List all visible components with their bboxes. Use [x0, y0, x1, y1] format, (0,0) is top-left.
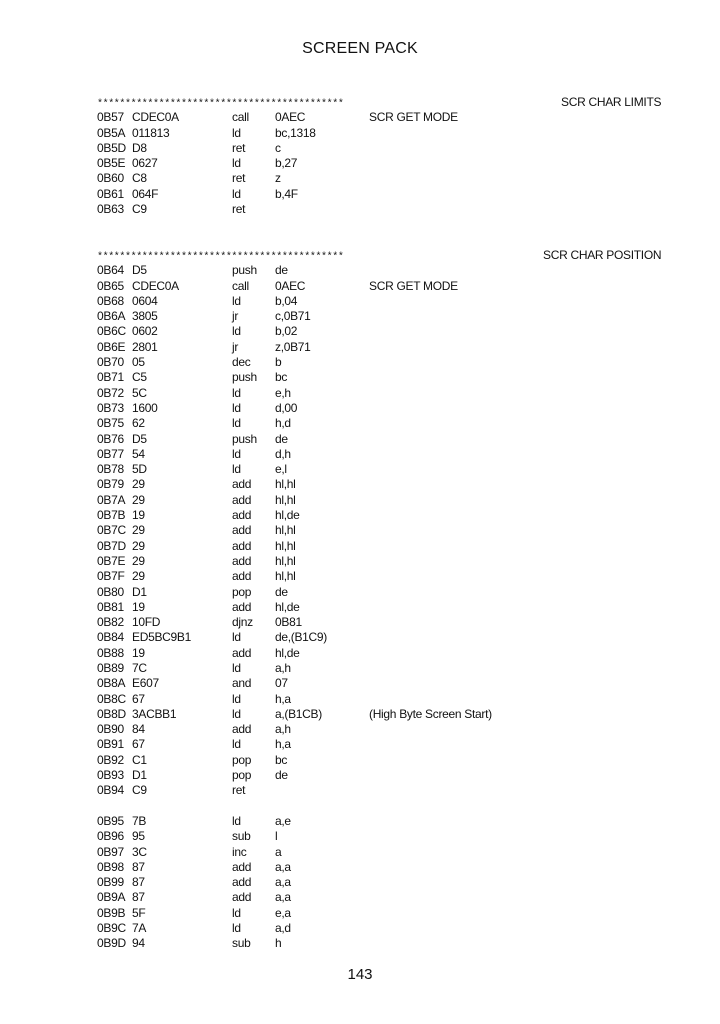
listing-mnemonic: ld — [232, 156, 241, 171]
listing-row — [97, 202, 657, 217]
listing-row — [97, 845, 657, 860]
listing-row — [97, 906, 657, 921]
listing-opcode: 3ACBB1 — [132, 706, 177, 721]
listing-row — [97, 477, 657, 492]
blank-line — [97, 233, 657, 248]
listing-operand: a,h — [275, 722, 291, 737]
listing-address: 0B78 — [97, 462, 124, 477]
listing-operand: d,00 — [275, 400, 298, 415]
listing-operand: e,h — [275, 385, 291, 400]
listing-mnemonic: ld — [232, 324, 241, 339]
listing-address: 0B80 — [97, 584, 124, 599]
listing-mnemonic: ret — [232, 202, 246, 217]
listing-opcode: 94 — [132, 936, 145, 951]
listing-opcode: 29 — [132, 553, 145, 568]
listing-mnemonic: ld — [232, 813, 241, 828]
listing-opcode: 7B — [132, 813, 147, 828]
listing-operand: bc,1318 — [275, 125, 316, 140]
listing-mnemonic: push — [232, 431, 257, 446]
listing-row — [97, 936, 657, 951]
listing-address: 0B95 — [97, 813, 124, 828]
listing-opcode: 67 — [132, 737, 145, 752]
listing-opcode: 19 — [132, 599, 145, 614]
listing-opcode: 3C — [132, 844, 147, 859]
listing-mnemonic: ld — [232, 293, 241, 308]
listing-operand: a,e — [275, 813, 291, 828]
listing-mnemonic: add — [232, 523, 252, 538]
listing-operand: b,04 — [275, 293, 298, 308]
listing-row — [97, 370, 657, 385]
listing-mnemonic: add — [232, 599, 252, 614]
listing-row — [97, 432, 657, 447]
listing-opcode: 87 — [132, 890, 145, 905]
listing-address: 0B71 — [97, 370, 124, 385]
listing-operand: h — [275, 936, 282, 951]
listing-address: 0B89 — [97, 660, 124, 675]
listing-address: 0B5E — [97, 156, 126, 171]
listing-address: 0B64 — [97, 263, 124, 278]
listing-opcode: 87 — [132, 859, 145, 874]
listing-operand: b,27 — [275, 156, 298, 171]
listing-address: 0B7C — [97, 523, 126, 538]
blank-line — [97, 217, 657, 232]
listing-address: 0B68 — [97, 293, 124, 308]
listing-operand: a,a — [275, 875, 291, 890]
listing-mnemonic: add — [232, 508, 252, 523]
listing-row — [97, 263, 657, 278]
listing-mnemonic: ld — [232, 125, 241, 140]
listing-opcode: 67 — [132, 691, 145, 706]
listing-address: 0B7D — [97, 538, 126, 553]
listing-address: 0B9D — [97, 936, 126, 951]
listing-address: 0B77 — [97, 446, 124, 461]
listing-operand: a,a — [275, 890, 291, 905]
listing-opcode: 19 — [132, 645, 145, 660]
listing-operand: hl,de — [275, 645, 300, 660]
listing-address: 0B84 — [97, 630, 124, 645]
listing-row — [97, 523, 657, 538]
listing-mnemonic: ld — [232, 416, 241, 431]
listing-address: 0B92 — [97, 752, 124, 767]
listing-mnemonic: ld — [232, 630, 241, 645]
listing-address: 0B98 — [97, 859, 124, 874]
listing-address: 0B81 — [97, 599, 124, 614]
listing-address: 0B75 — [97, 416, 124, 431]
listing-operand: hl,de — [275, 599, 300, 614]
listing-mnemonic: call — [232, 278, 249, 293]
listing-operand: b,02 — [275, 324, 298, 339]
listing-row — [97, 783, 657, 798]
listing-row — [97, 187, 657, 202]
listing-operand: de — [275, 768, 288, 783]
listing-address: 0B90 — [97, 722, 124, 737]
listing-operand: hl,hl — [275, 538, 296, 553]
listing-address: 0B9B — [97, 905, 126, 920]
listing-row — [97, 569, 657, 584]
listing-address: 0B8D — [97, 706, 126, 721]
listing-mnemonic: call — [232, 110, 249, 125]
listing-operand: 0AEC — [275, 110, 306, 125]
listing-row — [97, 401, 657, 416]
listing-address: 0B8A — [97, 676, 126, 691]
listing-mnemonic: jr — [232, 339, 239, 354]
listing-operand: hl,hl — [275, 492, 296, 507]
listing-operand: e,l — [275, 462, 287, 477]
listing-opcode: 29 — [132, 538, 145, 553]
listing-operand: d,h — [275, 446, 291, 461]
listing-mnemonic: ld — [232, 400, 241, 415]
listing-mnemonic: add — [232, 492, 252, 507]
listing-row — [97, 126, 657, 141]
listing-opcode: 29 — [132, 477, 145, 492]
listing-operand: hl,hl — [275, 553, 296, 568]
listing-row — [97, 554, 657, 569]
listing-row — [97, 737, 657, 752]
listing-operand: a,d — [275, 921, 291, 936]
listing-address: 0B6E — [97, 339, 126, 354]
listing-address: 0B60 — [97, 171, 124, 186]
listing-opcode: D5 — [132, 263, 147, 278]
listing-row — [97, 860, 657, 875]
separator-asterisks: ******************************************** — [97, 251, 344, 263]
listing-opcode: 5F — [132, 905, 146, 920]
blank-line — [97, 799, 657, 814]
listing-opcode: 29 — [132, 569, 145, 584]
listing-opcode: 011813 — [132, 125, 170, 140]
listing-comment: (High Byte Screen Start) — [369, 706, 492, 721]
listing-opcode: 19 — [132, 508, 145, 523]
listing-operand: a,(B1CB) — [275, 706, 322, 721]
listing-mnemonic: ld — [232, 385, 241, 400]
listing-row — [97, 768, 657, 783]
listing-comment: SCR GET MODE — [369, 110, 458, 125]
listing-mnemonic: add — [232, 569, 252, 584]
listing-operand: z — [275, 171, 281, 186]
listing-mnemonic: ld — [232, 446, 241, 461]
listing-opcode: 10FD — [132, 615, 161, 630]
listing-row — [97, 753, 657, 768]
listing-address: 0B96 — [97, 829, 124, 844]
page-number: 143 — [347, 966, 373, 983]
listing-mnemonic: push — [232, 370, 257, 385]
listing-operand: l — [275, 829, 278, 844]
listing-opcode: CDEC0A — [132, 278, 179, 293]
listing-opcode: 54 — [132, 446, 145, 461]
listing-mnemonic: add — [232, 875, 252, 890]
listing-operand: de — [275, 431, 288, 446]
listing-opcode: 5D — [132, 462, 147, 477]
listing-row — [97, 156, 657, 171]
listing-mnemonic: pop — [232, 768, 252, 783]
listing-row — [97, 615, 657, 630]
listing-mnemonic: ld — [232, 691, 241, 706]
section-label: SCR CHAR LIMITS — [561, 95, 662, 109]
listing-address: 0B5A — [97, 125, 126, 140]
listing-operand: hl,hl — [275, 569, 296, 584]
listing-mnemonic: ret — [232, 140, 246, 155]
listing-operand: h,a — [275, 737, 291, 752]
listing-mnemonic: ld — [232, 706, 241, 721]
listing-row — [97, 141, 657, 156]
listing-mnemonic: add — [232, 859, 252, 874]
listing-row — [97, 921, 657, 936]
listing-mnemonic: sub — [232, 829, 251, 844]
listing-operand: h,a — [275, 691, 291, 706]
listing-opcode: 064F — [132, 186, 159, 201]
listing-row — [97, 585, 657, 600]
listing-row — [97, 875, 657, 890]
listing-opcode: 95 — [132, 829, 145, 844]
listing-address: 0B65 — [97, 278, 124, 293]
listing-opcode: CDEC0A — [132, 110, 179, 125]
listing-opcode: 29 — [132, 492, 145, 507]
listing-mnemonic: sub — [232, 936, 251, 951]
listing-row — [97, 814, 657, 829]
listing-address: 0B97 — [97, 844, 124, 859]
listing-operand: bc — [275, 370, 288, 385]
listing-mnemonic: add — [232, 538, 252, 553]
listing-opcode: D8 — [132, 140, 147, 155]
listing-row — [97, 692, 657, 707]
listing-mnemonic: pop — [232, 752, 252, 767]
listing-row — [97, 309, 657, 324]
listing-operand: b — [275, 355, 282, 370]
listing-row — [97, 355, 657, 370]
listing-row — [97, 630, 657, 645]
listing-address: 0B7F — [97, 569, 125, 584]
section-separator — [97, 95, 662, 110]
listing-mnemonic: ld — [232, 905, 241, 920]
listing-operand: de — [275, 263, 288, 278]
listing-mnemonic: pop — [232, 584, 252, 599]
listing-opcode: C1 — [132, 752, 147, 767]
listing-address: 0B9A — [97, 890, 126, 905]
listing-address: 0B82 — [97, 615, 124, 630]
listing-address: 0B61 — [97, 186, 124, 201]
listing-mnemonic: add — [232, 645, 252, 660]
page-title: SCREEN PACK — [302, 40, 418, 57]
listing-operand: de — [275, 584, 288, 599]
listing-row — [97, 110, 657, 125]
listing-operand: a,h — [275, 660, 291, 675]
listing-operand: 0B81 — [275, 615, 302, 630]
section-separator — [97, 247, 662, 263]
listing-opcode: C8 — [132, 171, 147, 186]
listing-mnemonic: ld — [232, 737, 241, 752]
listing-opcode: 87 — [132, 875, 145, 890]
separator-asterisks: ******************************************** — [97, 99, 344, 110]
listing-opcode: 2801 — [132, 339, 158, 354]
listing-address: 0B5D — [97, 140, 126, 155]
listing-mnemonic: ld — [232, 921, 241, 936]
listing-address: 0B9C — [97, 921, 126, 936]
listing-address: 0B70 — [97, 355, 124, 370]
listing-mnemonic: and — [232, 676, 252, 691]
listing-operand: 0AEC — [275, 278, 306, 293]
listing-opcode: 7A — [132, 921, 147, 936]
listing-address: 0B73 — [97, 400, 124, 415]
listing-opcode: E607 — [132, 676, 159, 691]
listing-operand: hl,de — [275, 508, 300, 523]
listing-row — [97, 646, 657, 661]
listing-opcode: C9 — [132, 202, 147, 217]
listing-operand: h,d — [275, 416, 291, 431]
listing-row — [97, 722, 657, 737]
listing-operand: 07 — [275, 676, 288, 691]
listing-opcode: D1 — [132, 584, 147, 599]
listing-mnemonic: add — [232, 890, 252, 905]
listing-row — [97, 171, 657, 186]
listing-address: 0B76 — [97, 431, 124, 446]
listing-opcode: 84 — [132, 722, 145, 737]
listing-mnemonic: inc — [232, 844, 247, 859]
listing-opcode: C9 — [132, 783, 147, 798]
listing-row — [97, 279, 657, 294]
listing-address: 0B91 — [97, 737, 124, 752]
listing-opcode: 3805 — [132, 309, 158, 324]
listing-row — [97, 324, 657, 339]
listing-mnemonic: ret — [232, 171, 246, 186]
listing-opcode: 5C — [132, 385, 147, 400]
listing-address: 0B79 — [97, 477, 124, 492]
listing-opcode: 7C — [132, 660, 147, 675]
listing-row — [97, 508, 657, 523]
listing-mnemonic: add — [232, 722, 252, 737]
listing-row — [97, 386, 657, 401]
listing-operand: bc — [275, 752, 288, 767]
listing-address: 0B57 — [97, 110, 124, 125]
listing-opcode: 29 — [132, 523, 145, 538]
listing-opcode: ED5BC9B1 — [132, 630, 191, 645]
listing-operand: hl,hl — [275, 477, 296, 492]
listing-address: 0B88 — [97, 645, 124, 660]
listing-row — [97, 416, 657, 431]
listing-address: 0B93 — [97, 768, 124, 783]
listing-operand: de,(B1C9) — [275, 630, 327, 645]
listing-row — [97, 707, 657, 722]
listing-mnemonic: dec — [232, 355, 251, 370]
listing-address: 0B6C — [97, 324, 126, 339]
assembly-listing — [97, 95, 662, 952]
listing-opcode: C5 — [132, 370, 147, 385]
listing-operand: a,a — [275, 859, 291, 874]
listing-opcode: D1 — [132, 768, 147, 783]
listing-operand: e,a — [275, 905, 291, 920]
listing-mnemonic: jr — [232, 309, 239, 324]
listing-operand: b,4F — [275, 186, 298, 201]
listing-row — [97, 539, 657, 554]
listing-operand: hl,hl — [275, 523, 296, 538]
listing-operand: z,0B71 — [275, 339, 311, 354]
listing-address: 0B94 — [97, 783, 124, 798]
listing-operand: c,0B71 — [275, 309, 311, 324]
listing-address: 0B7A — [97, 492, 126, 507]
listing-row — [97, 340, 657, 355]
listing-row — [97, 661, 657, 676]
listing-row — [97, 294, 657, 309]
listing-row — [97, 600, 657, 615]
listing-mnemonic: push — [232, 263, 257, 278]
listing-mnemonic: add — [232, 553, 252, 568]
listing-mnemonic: add — [232, 477, 252, 492]
section-label: SCR CHAR POSITION — [543, 247, 662, 262]
listing-address: 0B7B — [97, 508, 126, 523]
listing-opcode: 05 — [132, 355, 145, 370]
listing-opcode: 0627 — [132, 156, 158, 171]
listing-opcode: 62 — [132, 416, 145, 431]
listing-row — [97, 890, 657, 905]
listing-row — [97, 447, 657, 462]
listing-row — [97, 462, 657, 477]
listing-address: 0B63 — [97, 202, 124, 217]
listing-operand: c — [275, 140, 281, 155]
listing-opcode: 0604 — [132, 293, 158, 308]
listing-address: 0B7E — [97, 553, 126, 568]
listing-mnemonic: ret — [232, 783, 246, 798]
listing-address: 0B72 — [97, 385, 124, 400]
listing-address: 0B8C — [97, 691, 126, 706]
listing-comment: SCR GET MODE — [369, 278, 458, 293]
listing-address: 0B99 — [97, 875, 124, 890]
listing-opcode: D5 — [132, 431, 147, 446]
listing-row — [97, 493, 657, 508]
listing-mnemonic: djnz — [232, 615, 253, 630]
listing-mnemonic: ld — [232, 660, 241, 675]
listing-operand: a — [275, 844, 282, 859]
listing-opcode: 0602 — [132, 324, 158, 339]
listing-row — [97, 829, 657, 844]
listing-mnemonic: ld — [232, 462, 241, 477]
listing-mnemonic: ld — [232, 186, 241, 201]
listing-row — [97, 676, 657, 691]
listing-opcode: 1600 — [132, 400, 158, 415]
listing-address: 0B6A — [97, 309, 126, 324]
